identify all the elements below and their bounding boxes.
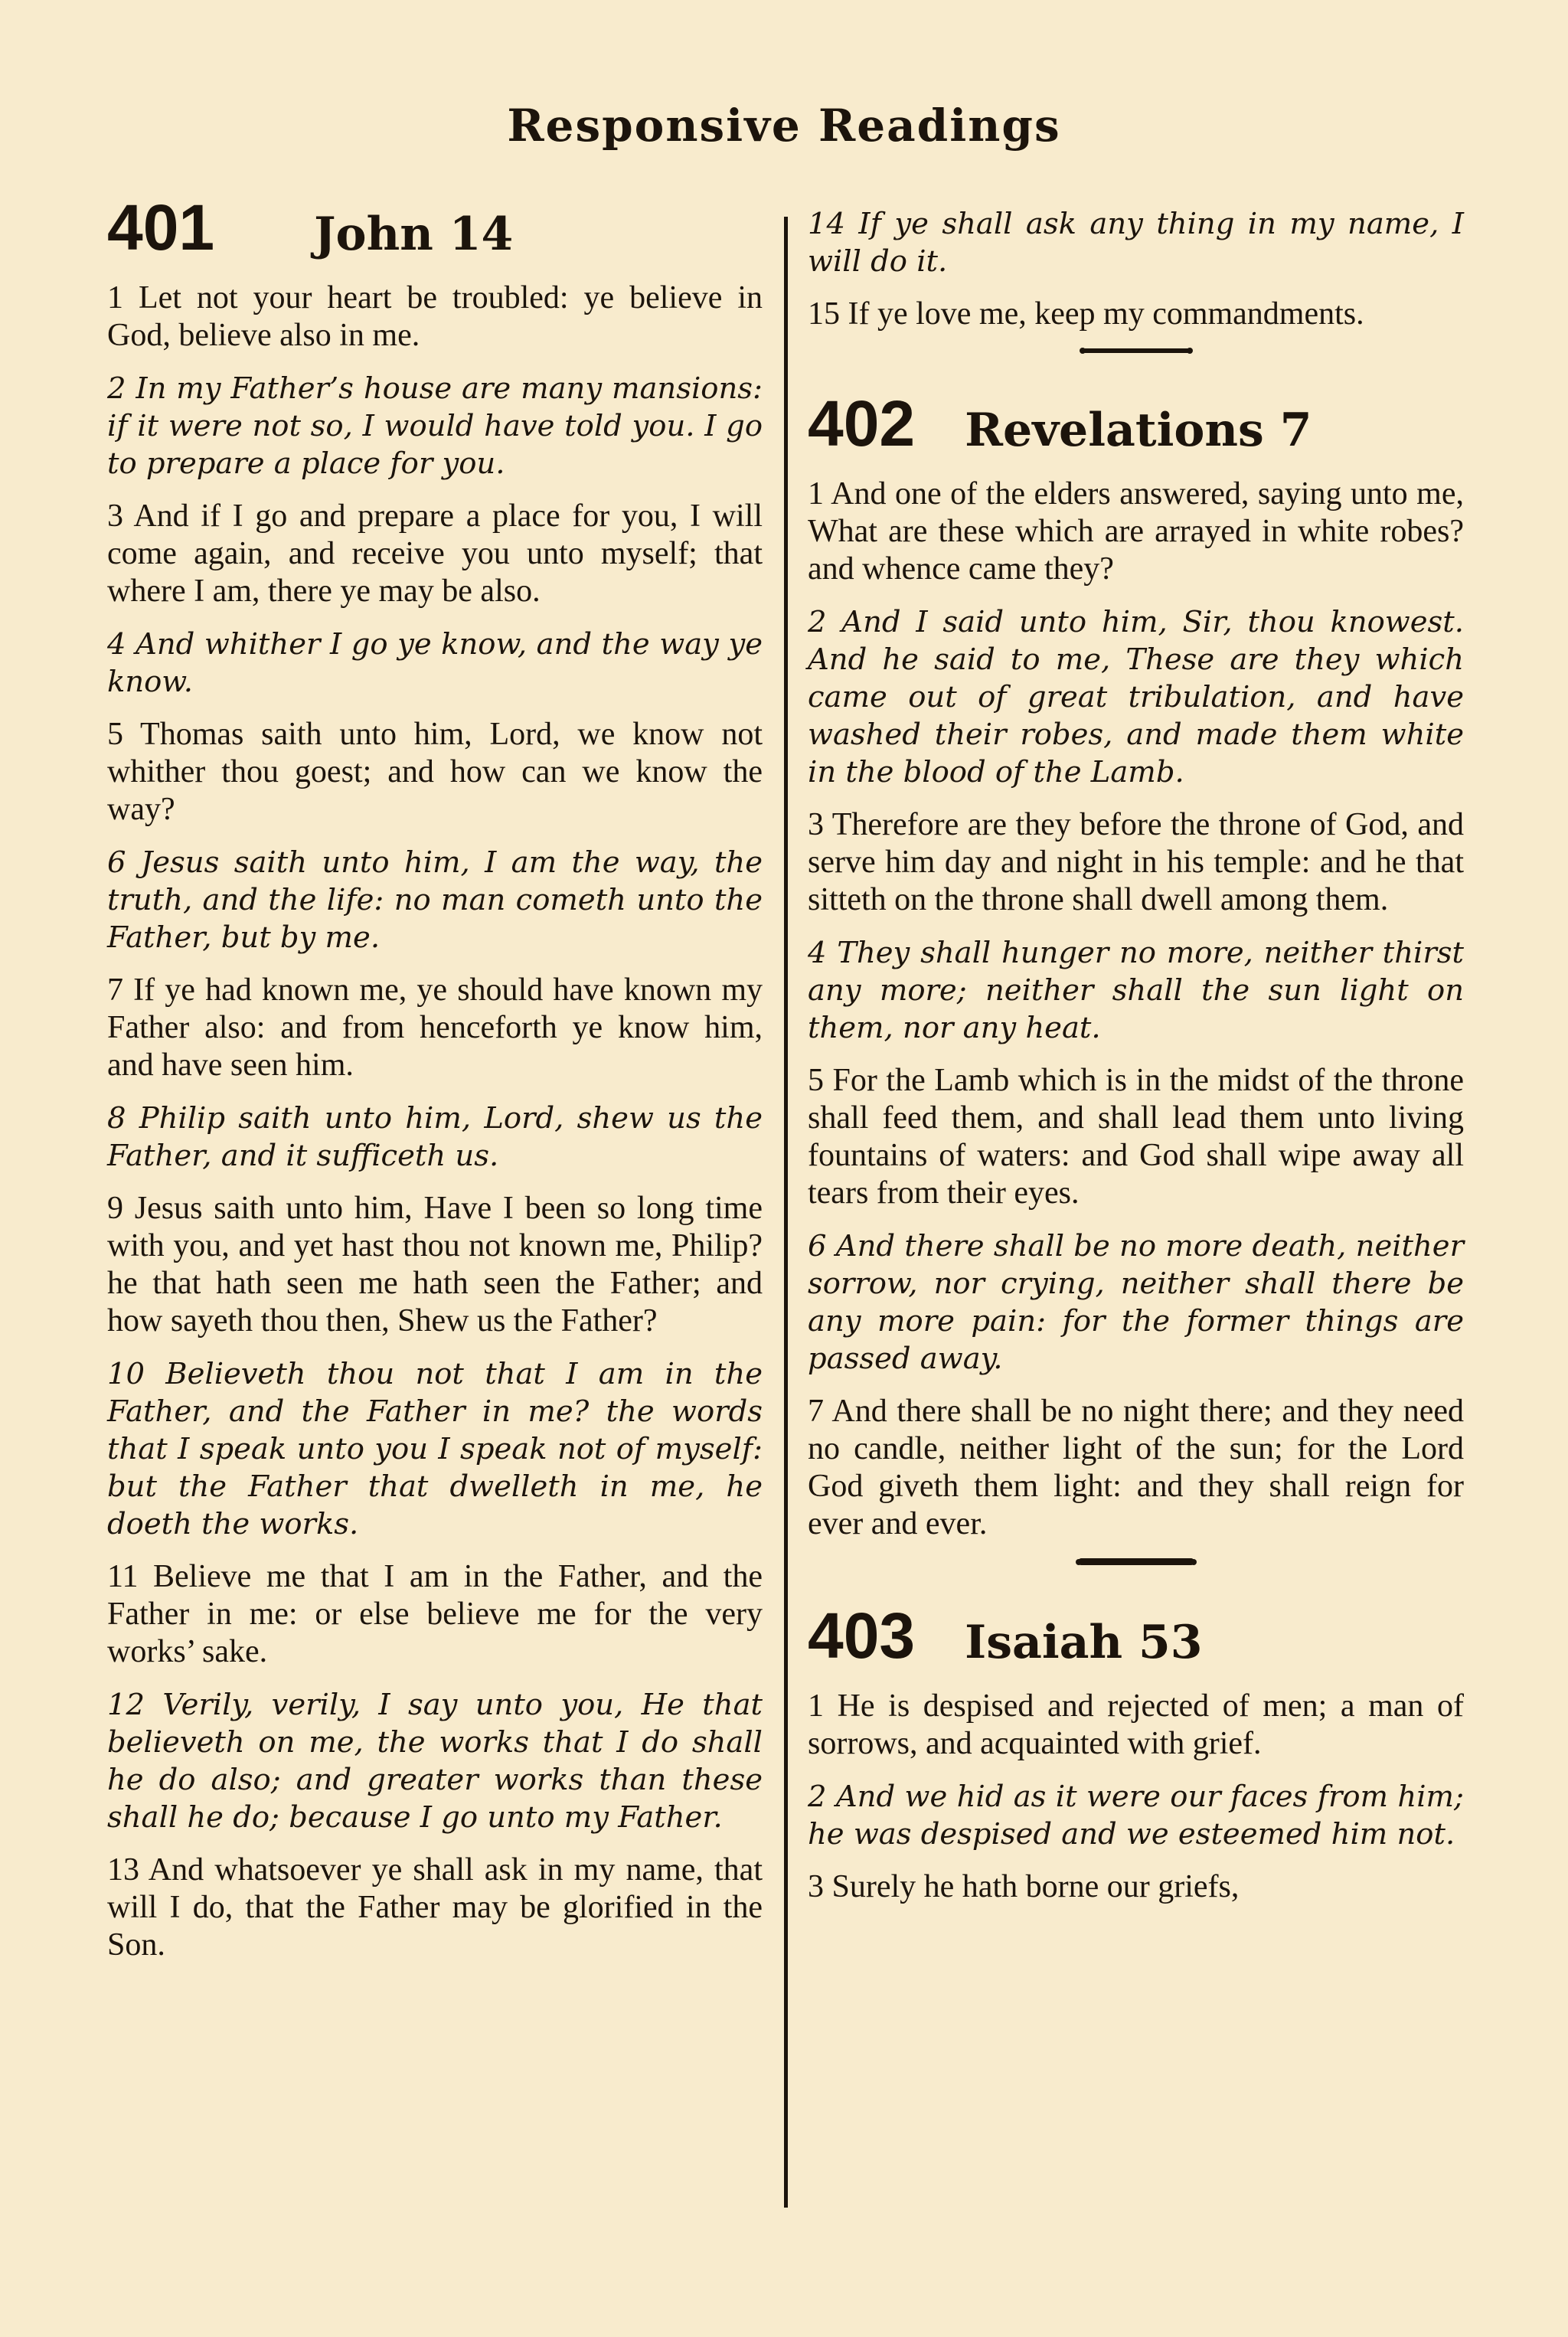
reading-number: 401 bbox=[107, 191, 215, 263]
right-column bbox=[808, 205, 1464, 1921]
section-divider bbox=[1083, 348, 1190, 353]
verse: 1 Let not your heart be troubled: ye believe in God, believe also in me. bbox=[107, 280, 763, 353]
reading-header-402 bbox=[808, 387, 1464, 459]
verse: 2 In my Father’s house are many mansions: if it were not so, I would have told you. I go to prepare a place for you. bbox=[107, 371, 763, 481]
verse: 11 Believe me that I am in the Father, and the Father in me: or else believe me for the very works’ sake. bbox=[107, 1559, 763, 1669]
reading-title: John 14 bbox=[314, 208, 514, 261]
verse: 12 Verily, verily, I say unto you, He that believeth on me, the works that I do shall he do also; and greater works than these shall he do; because I go unto my Father. bbox=[107, 1688, 763, 1835]
reading-header-401 bbox=[107, 191, 763, 263]
reading-number: 402 bbox=[808, 387, 916, 459]
verse: 4 And whither I go ye know, and the way ye know. bbox=[107, 627, 763, 699]
verse: 6 And there shall be no more death, neither sorrow, nor crying, neither shall there be any more pain: for the former things are passed away. bbox=[808, 1229, 1464, 1376]
verse: 2 And I said unto him, Sir, thou knowest. And he said to me, These are they which came out of great tribulation, and have washed their robes, and made them white in the blood of the Lamb. bbox=[808, 605, 1464, 789]
verse: 4 They shall hunger no more, neither thirst any more; neither shall the sun light on them, nor any heat. bbox=[808, 936, 1464, 1045]
verse: 10 Believeth thou not that I am in the Father, and the Father in me? the words that I speak unto you I speak not of myself: but the Father that dwelleth in me, he doeth the works. bbox=[107, 1357, 763, 1541]
verse: 13 And whatsoever ye shall ask in my name, that will I do, that the Father may be glorified in the Son. bbox=[107, 1852, 763, 1963]
reading-number: 403 bbox=[808, 1600, 916, 1672]
reading-title: Revelations 7 bbox=[965, 404, 1312, 457]
verse: 3 And if I go and prepare a place for you, I will come again, and receive you unto myself; that where I am, there ye may be also. bbox=[107, 498, 763, 609]
verse: 15 If ye love me, keep my commandments. bbox=[808, 296, 1364, 332]
running-head: Responsive Readings bbox=[507, 100, 1061, 152]
verse: 5 Thomas saith unto him, Lord, we know not whither thou goest; and how can we know the way? bbox=[107, 717, 763, 827]
verse: 7 If ye had known me, ye should have known my Father also: and from henceforth ye know him, and have seen him. bbox=[107, 972, 763, 1083]
left-column bbox=[107, 191, 763, 1979]
reading-title: Isaiah 53 bbox=[965, 1616, 1203, 1669]
verse: 5 For the Lamb which is in the midst of the throne shall feed them, and shall lead them unto living fountains of waters: and God shall wipe away all tears from their eyes. bbox=[808, 1063, 1464, 1211]
verse: 6 Jesus saith unto him, I am the way, the truth, and the life: no man cometh unto the Father, but by me. bbox=[107, 845, 763, 955]
verse: 1 He is despised and rejected of men; a man of sorrows, and acquainted with grief. bbox=[808, 1688, 1464, 1761]
verse: 9 Jesus saith unto him, Have I been so long time with you, and yet hast thou not known me, Philip? he that hath seen me hath seen the Father; and how sayeth thou then, Shew us the Father? bbox=[107, 1191, 763, 1338]
verse: 7 And there shall be no night there; and they need no candle, neither light of the sun; for the Lord God giveth them light: and they shall reign for ever and ever. bbox=[808, 1394, 1464, 1541]
verse: 3 Therefore are they before the throne of God, and serve him day and night in his temple: and he that sitteth on the throne shall dwell among them. bbox=[808, 807, 1464, 917]
verse: 1 And one of the elders answered, saying unto me, What are these which are arrayed in white robes? and whence came they? bbox=[808, 476, 1464, 587]
verse: 2 And we hid as it were our faces from him; he was despised and we esteemed him not. bbox=[808, 1780, 1464, 1852]
section-divider bbox=[1079, 1558, 1194, 1565]
verse: 8 Philip saith unto him, Lord, shew us the Father, and it sufficeth us. bbox=[107, 1101, 763, 1173]
verse: 14 If ye shall ask any thing in my name, I will do it. bbox=[808, 207, 1464, 279]
column-rule bbox=[784, 217, 788, 2208]
verse: 3 Surely he hath borne our griefs, bbox=[808, 1869, 1240, 1904]
reading-header-403 bbox=[808, 1600, 1464, 1672]
